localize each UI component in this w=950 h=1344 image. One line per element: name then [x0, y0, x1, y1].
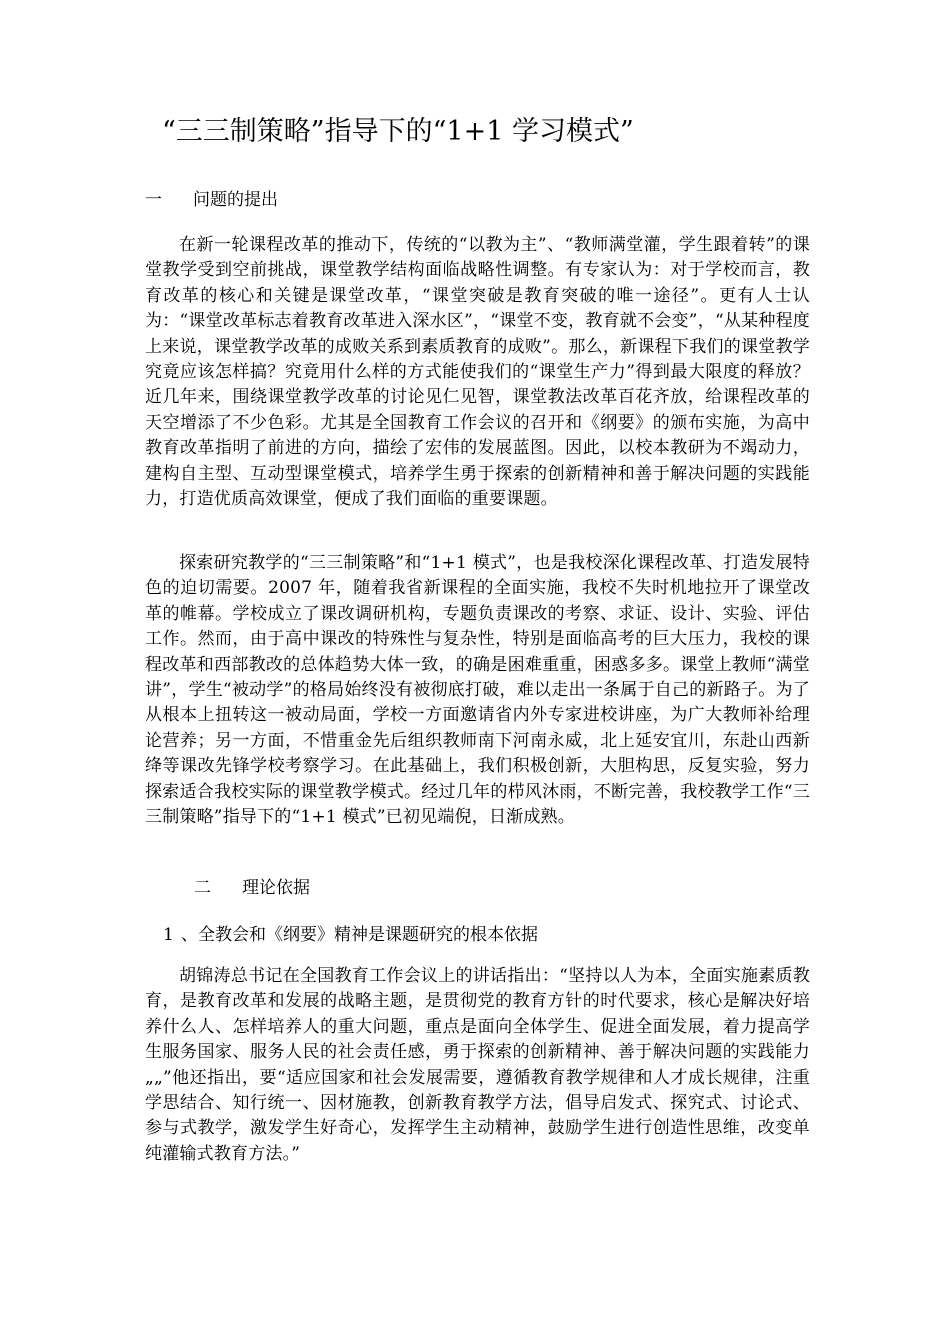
section-number: 二: [194, 878, 211, 898]
subsection-label: 、全教会和《纲要》精神是课题研究的根本依据: [181, 925, 538, 945]
section-label: 理论依据: [242, 878, 310, 898]
document-title: “三三制策略”指导下的“1+1 学习模式”: [162, 116, 634, 147]
section-number: 一: [145, 190, 162, 210]
paragraph-problem-intro: 在新一轮课程改革的推动下，传统的“以教为主”、“教师满堂灌，学生跟着转”的课堂教学受到空前挑战，课堂教学结构面临战略性调整。有专家认为：对于学校而言，教育改革的核心和关键是课堂改革，“课堂突破是教育突破的唯一途径”。更有人士认为：“课堂改革标志着教育改革进入深水区”，“课堂不变，教育就不会变”，“从某种程度上来说，课堂教学改革的成败关系到素质教育的成败”。那么，新课程下我们的课堂教学究竟应该怎样搞？究竟用什么样的方式能使我们的“课堂生产力”得到最大限度的释放？近几年来，围绕课堂教学改革的讨论见仁见智，课堂教法改革百花齐放，给课程改革的天空增添了不少色彩。尤其是全国教育工作会议的召开和《纲要》的颁布实施，为高中教育改革指明了前进的方向，描绘了宏伟的发展蓝图。因此，以校本教研为不竭动力，建构自主型、互动型课堂模式，培养学生勇于探索的创新精神和善于解决问题的实践能力，打造优质高效课堂，便成了我们面临的重要课题。: [145, 235, 810, 510]
section-heading-2: [194, 876, 310, 900]
paragraph-exploration: 探索研究教学的“三三制策略”和“1+1 模式”，也是我校深化课程改革、打造发展特色的迫切需要。2007 年，随着我省新课程的全面实施，我校不失时机地拉开了课堂改革的帷幕。学校成立了课改调研机构，专题负责课改的考察、求证、设计、实验、评估工作。然而，由于高中课改的特殊性与复杂性，特别是面临高考的巨大压力，我校的课程改革和西部教改的总体趋势大体一致，的确是困难重重，困惑多多。课堂上教师“满堂讲”，学生“被动学”的格局始终没有被彻底打破，难以走出一条属于自己的新路子。为了从根本上扭转这一被动局面，学校一方面邀请省内外专家进校讲座，为广大教师补给理论营养；另一方面，不惜重金先后组织教师南下河南永威，北上延安宜川，东赴山西新绛等课改先锋学校考察学习。在此基础上，我们积极创新，大胆构思，反复实验，努力探索适合我校实际的课堂教学模式。经过几年的栉风沐雨，不断完善，我校教学工作“三三制策略”指导下的“1+1 模式”已初见端倪，日渐成熟。: [145, 553, 810, 828]
section-label: 问题的提出: [193, 190, 278, 210]
paragraph-speech-quote: 胡锦涛总书记在全国教育工作会议上的讲话指出：“坚持以人为本，全面实施素质教育，是教育改革和发展的战略主题，是贯彻党的教育方针的时代要求，核心是解决好培养什么人、怎样培养人的重大问题，重点是面向全体学生、促进全面发展，着力提高学生服务国家、服务人民的社会责任感，勇于探索的创新精神、善于解决问题的实践能力„„”他还指出，要“适应国家和社会发展需要，遵循教育教学规律和人才成长规律，注重学思结合、知行统一、因材施教，创新教育教学方法，倡导启发式、探究式、讨论式、参与式教学，激发学生好奇心，发挥学生主动精神，鼓励学生进行创造性思维，改变单纯灌输式教育方法。”: [145, 966, 810, 1164]
subsection-number: 1: [163, 925, 174, 945]
subsection-heading-1: [163, 923, 538, 947]
section-heading-1: [145, 188, 278, 212]
